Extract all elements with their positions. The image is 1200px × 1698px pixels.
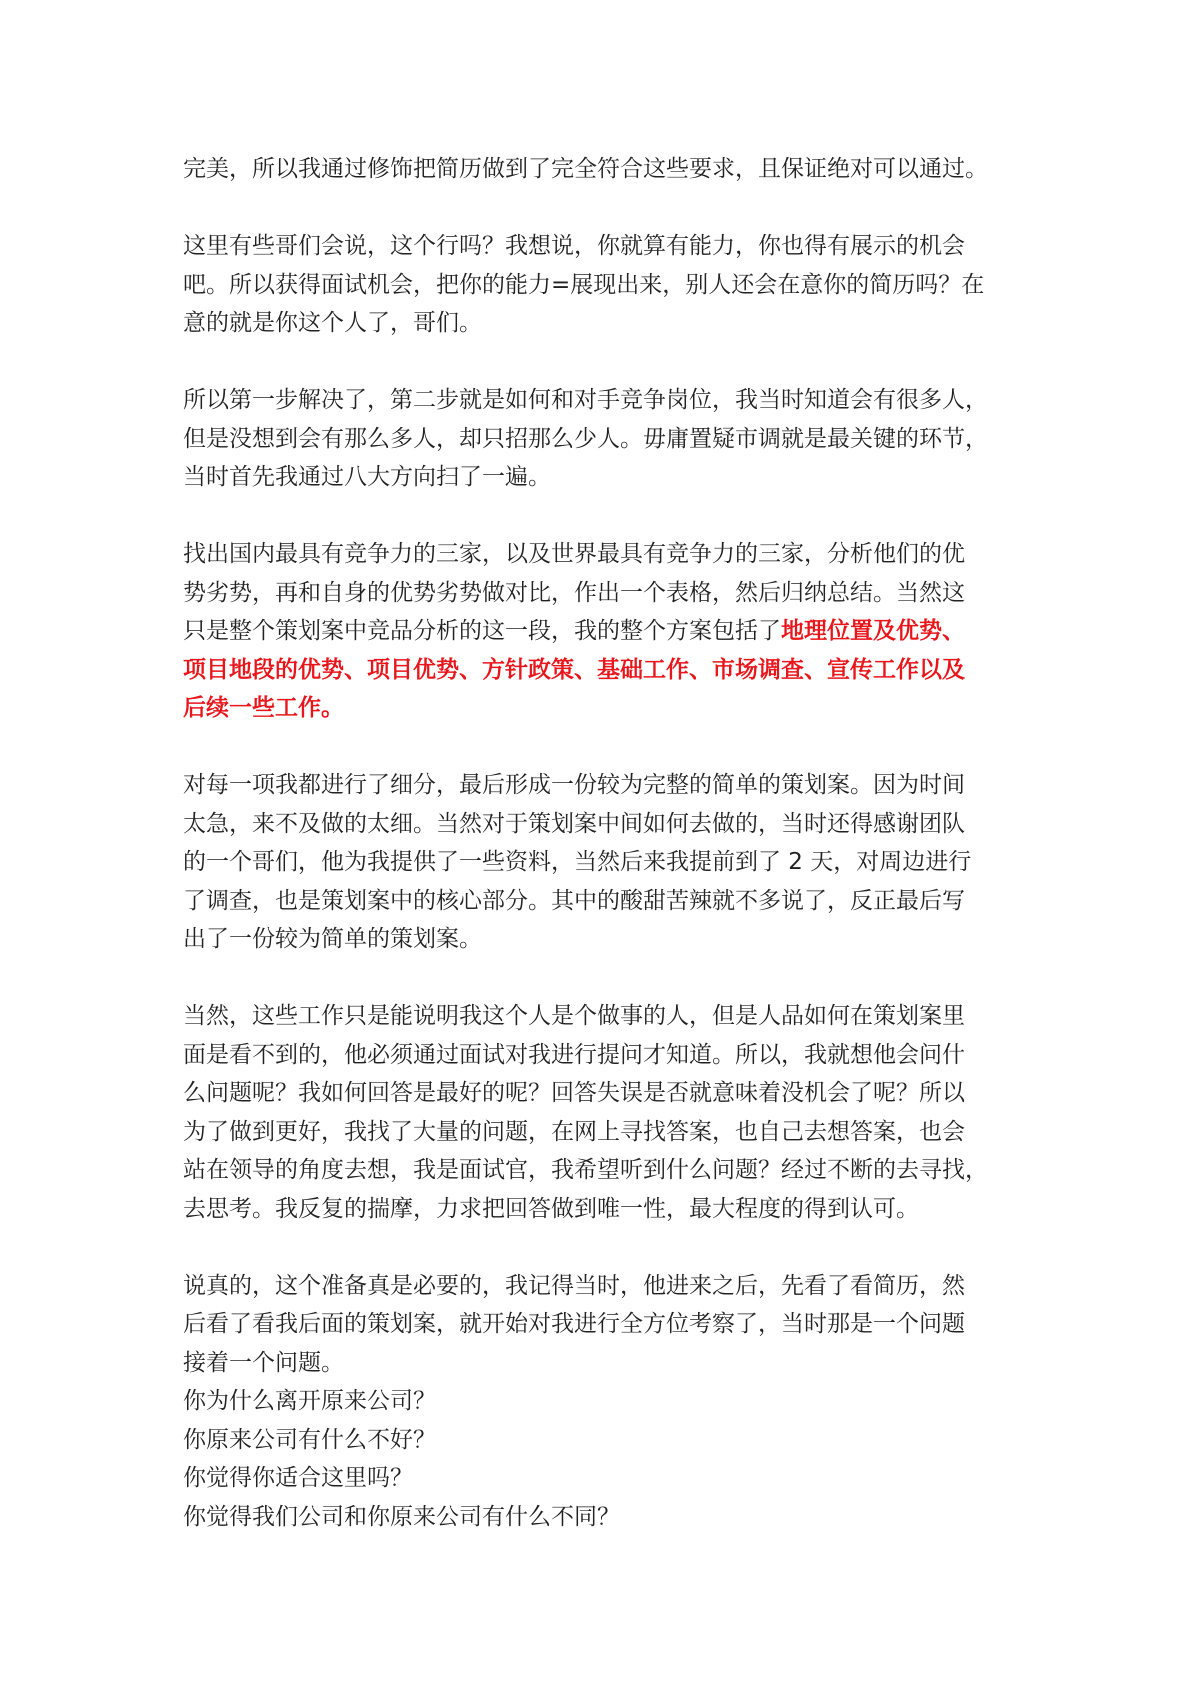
highlighted-text: 后续一些工作。 (183, 695, 344, 721)
text-line: 所以第一步解决了，第二步就是如何和对手竞争岗位，我当时知道会有很多人， (183, 387, 988, 413)
paragraph-3 (183, 381, 1033, 497)
text-line: 了调查，也是策划案中的核心部分。其中的酸甜苦辣就不多说了，反正最后写 (183, 887, 965, 914)
text-line: 出了一份较为简单的策划案。 (183, 926, 482, 952)
text-line: 太急，来不及做的太细。当然对于策划案中间如何去做的，当时还得感谢团队 (183, 810, 965, 837)
text-line: 找出国内最具有竞争力的三家，以及世界最具有竞争力的三家，分析他们的优 (183, 541, 965, 567)
text-line: 去思考。我反复的揣摩，力求把回答做到唯一性，最大程度的得到认可。 (183, 1195, 919, 1222)
text-line: 意的就是你这个人了，哥们。 (183, 310, 482, 336)
question-line: 你觉得我们公司和你原来公司有什么不同？ (183, 1503, 620, 1530)
text-line: 接着一个问题。 (183, 1349, 344, 1376)
text-line: 但是没想到会有那么多人，却只招那么少人。毋庸置疑市调就是最关键的环节， (183, 425, 988, 452)
text-line: 当然，这些工作只是能说明我这个人是个做事的人，但是人品如何在策划案里 (183, 1003, 965, 1029)
text-line: 么问题呢？我如何回答是最好的呢？回答失误是否就意味着没机会了呢？所以 (183, 1080, 965, 1106)
paragraph-4 (183, 535, 1033, 728)
text-segment: 只是整个策划案中竞品分析的这一段，我的整个方案包括了 (183, 618, 781, 644)
text-line: 完美，所以我通过修饰把简历做到了完全符合这些要求，且保证绝对可以通过。 (183, 156, 988, 182)
document-body (183, 150, 1033, 1536)
text-line: 说真的，这个准备真是必要的，我记得当时，他进来之后，先看了看简历，然 (183, 1272, 965, 1299)
text-line: 吧。所以获得面试机会，把你的能力=展现出来，别人还会在意你的简历吗？在 (183, 271, 985, 298)
paragraph-2 (183, 227, 1033, 343)
question-line: 你原来公司有什么不好？ (183, 1426, 436, 1453)
highlighted-text: 项目地段的优势、项目优势、方针政策、基础工作、市场调查、宣传工作以及 (183, 656, 965, 683)
text-line: 的一个哥们，他为我提供了一些资料，当然后来我提前到了 2 天，对周边进行 (183, 849, 972, 875)
text-line: 站在领导的角度去想，我是面试官，我希望听到什么问题？经过不断的去寻找， (183, 1157, 988, 1183)
text-line: 对每一项我都进行了细分，最后形成一份较为完整的简单的策划案。因为时间 (183, 772, 965, 798)
highlighted-text: 地理位置及优势、 (781, 618, 965, 644)
question-line: 你觉得你适合这里吗？ (183, 1465, 413, 1491)
paragraph-6 (183, 997, 1033, 1228)
text-line: 势劣势，再和自身的优势劣势做对比，作出一个表格，然后归纳总结。当然这 (183, 579, 965, 606)
text-line: 面是看不到的，他必须通过面试对我进行提问才知道。所以，我就想他会问什 (183, 1041, 965, 1068)
question-line: 你为什么离开原来公司？ (183, 1388, 436, 1414)
paragraph-1 (183, 150, 1033, 189)
text-line: 为了做到更好，我找了大量的问题，在网上寻找答案，也自己去想答案，也会 (183, 1118, 965, 1145)
text-line: 当时首先我通过八大方向扫了一遍。 (183, 464, 551, 490)
paragraph-7 (183, 1267, 1033, 1537)
text-line: 后看了看我后面的策划案，就开始对我进行全方位考察了，当时那是一个问题 (183, 1311, 965, 1337)
text-line (183, 612, 1033, 651)
paragraph-5 (183, 766, 1033, 959)
text-line: 这里有些哥们会说，这个行吗？我想说，你就算有能力，你也得有展示的机会 (183, 233, 965, 259)
